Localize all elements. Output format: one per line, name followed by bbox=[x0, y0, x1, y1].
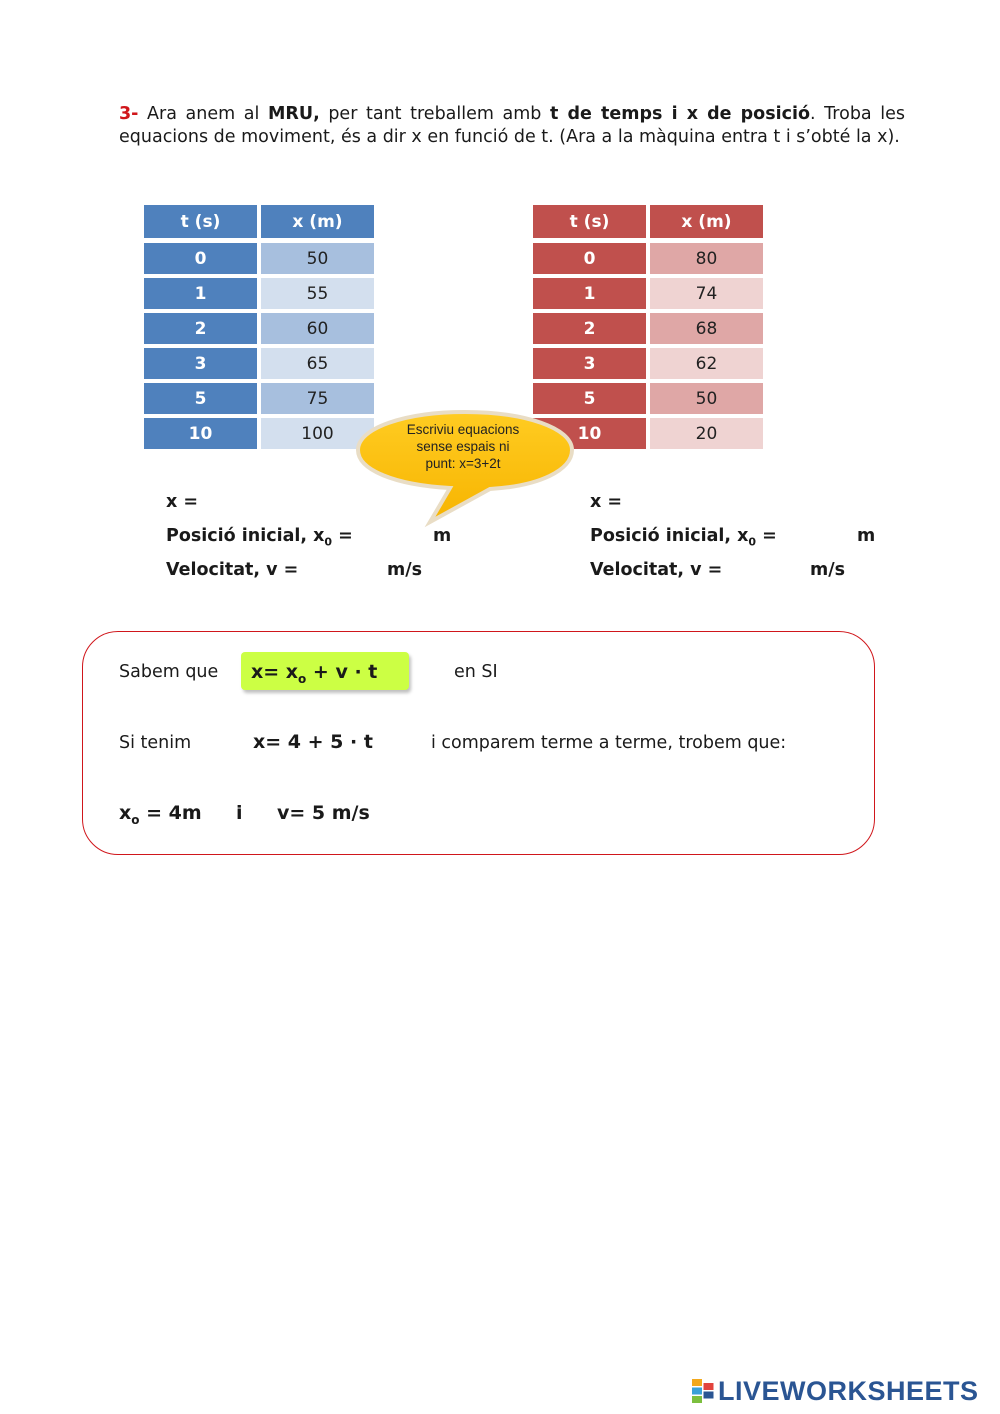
right-x-label: x = bbox=[590, 492, 623, 512]
cell-x: 65 bbox=[261, 348, 378, 383]
result-x0: $x_o = 4m$ bbox=[119, 802, 202, 827]
callout-line: punt: x=3+2t bbox=[425, 456, 501, 471]
cell-t: 10 bbox=[533, 418, 650, 453]
right-v-label: Velocitat, v = bbox=[590, 560, 723, 580]
table-row bbox=[533, 243, 767, 278]
cell-t: 5 bbox=[533, 383, 650, 418]
logo-text: LIVEWORKSHEETS bbox=[718, 1375, 979, 1406]
cell-x: 50 bbox=[650, 383, 767, 418]
data-table-left bbox=[144, 205, 378, 453]
cell-x: 55 bbox=[261, 278, 378, 313]
cell-t: 2 bbox=[144, 313, 261, 348]
cell-x: 80 bbox=[650, 243, 767, 278]
cell-t: 3 bbox=[144, 348, 261, 383]
cell-t: 5 bbox=[144, 383, 261, 418]
cell-t: 0 bbox=[533, 243, 650, 278]
cell-x: 62 bbox=[650, 348, 767, 383]
header-t: t (s) bbox=[533, 205, 650, 243]
table-row bbox=[533, 278, 767, 313]
cell-x: 68 bbox=[650, 313, 767, 348]
intro-text-2: per tant treballem amb bbox=[319, 104, 551, 124]
intro-bold-variables: t de temps i x de posició bbox=[550, 104, 811, 124]
header-x: x (m) bbox=[261, 205, 378, 243]
cell-x: 74 bbox=[650, 278, 767, 313]
cell-t: 10 bbox=[144, 418, 261, 453]
cell-x: 50 bbox=[261, 243, 378, 278]
header-x: x (m) bbox=[650, 205, 767, 243]
intro-bold-mru: MRU, bbox=[267, 104, 320, 124]
liveworksheets-logo bbox=[692, 1376, 979, 1406]
table-row bbox=[144, 313, 378, 348]
cell-t: 1 bbox=[144, 278, 261, 313]
right-x0-unit: m bbox=[857, 526, 876, 546]
table-row bbox=[533, 348, 767, 383]
left-v-unit: m/s bbox=[387, 560, 423, 580]
exercise-statement bbox=[119, 103, 905, 149]
compare-text: i comparem terme a terme, trobem que: bbox=[431, 733, 787, 753]
cell-x: 20 bbox=[650, 418, 767, 453]
cell-t: 0 bbox=[144, 243, 261, 278]
table-row bbox=[144, 348, 378, 383]
table-row bbox=[144, 278, 378, 313]
intro-text-3: . Troba les equacions de moviment, és a dir x en funció de t. (Ara a la màquina entra t i s’obté la x). bbox=[119, 104, 905, 147]
en-si-label: en SI bbox=[454, 662, 498, 682]
logo-mark-icon bbox=[692, 1379, 714, 1403]
table-row bbox=[144, 243, 378, 278]
intro-text-1: Ara anem al bbox=[138, 104, 268, 124]
example-formula: x= 4 + 5 · t bbox=[253, 731, 373, 753]
table-row bbox=[533, 313, 767, 348]
cell-x: 75 bbox=[261, 383, 378, 418]
table-row bbox=[144, 383, 378, 418]
cell-x: 60 bbox=[261, 313, 378, 348]
right-x0-label: Posició inicial, $x_0$ = bbox=[590, 526, 777, 549]
cell-t: 3 bbox=[533, 348, 650, 383]
left-v-label: Velocitat, v = bbox=[166, 560, 299, 580]
cell-t: 2 bbox=[533, 313, 650, 348]
general-formula: $x= x_o + v \cdot t$ bbox=[251, 661, 378, 686]
cell-t: 1 bbox=[533, 278, 650, 313]
callout-line: Escriviu equacions bbox=[406, 422, 520, 437]
right-v-unit: m/s bbox=[810, 560, 846, 580]
left-x0-unit: m bbox=[433, 526, 452, 546]
exercise-number: 3- bbox=[119, 104, 139, 124]
header-t: t (s) bbox=[144, 205, 261, 243]
left-x0-label: Posició inicial, $x_0$ = bbox=[166, 526, 353, 549]
cell-x: 100 bbox=[261, 418, 378, 453]
table-row bbox=[144, 418, 378, 453]
callout-line: sense espais ni bbox=[416, 439, 510, 454]
left-x-label: x = bbox=[166, 492, 199, 512]
callout-text bbox=[383, 421, 543, 472]
sabem-label: Sabem que bbox=[119, 662, 219, 682]
result-i: i bbox=[236, 802, 243, 824]
result-v: v= 5 m/s bbox=[277, 802, 370, 824]
si-tenim-label: Si tenim bbox=[119, 733, 192, 753]
